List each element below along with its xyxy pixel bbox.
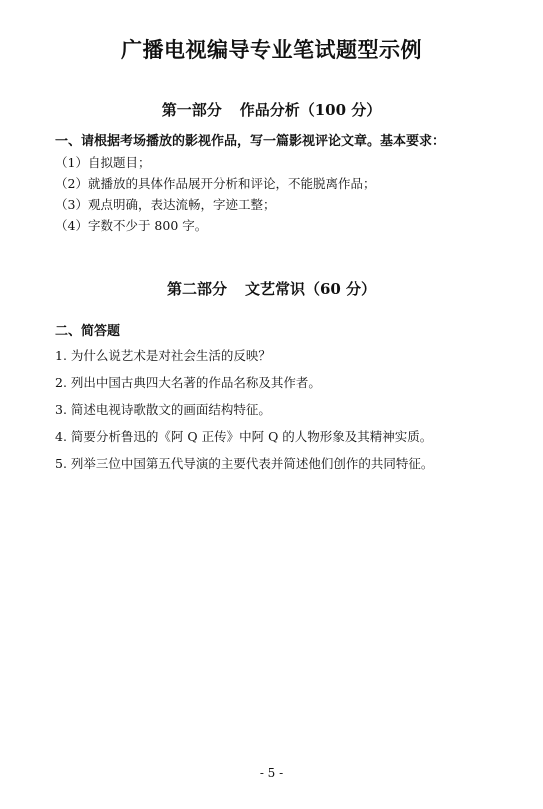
requirement-item: （3）观点明确，表达流畅，字迹工整； <box>55 197 276 212</box>
question-item: 4. 简要分析鲁迅的《阿 Q 正传》中阿 Q 的人物形象及其精神实质。 <box>55 429 433 444</box>
question-item: 2. 列出中国古典四大名著的作品名称及其作者。 <box>55 375 321 390</box>
requirement-item: （4）字数不少于 800 字。 <box>55 218 208 233</box>
part1-question-heading: 一、请根据考场播放的影视作品，写一篇影视评论文章。基本要求： <box>55 134 446 149</box>
question-item: 3. 简述电视诗歌散文的画面结构特征。 <box>55 402 271 417</box>
part1-name: 第一部分 <box>161 101 222 119</box>
part1-heading <box>0 99 543 120</box>
page-title: 广播电视编导专业笔试题型示例 <box>121 37 422 62</box>
requirement-item: （1）自拟题目； <box>55 155 151 170</box>
page-number: - 5 - <box>259 766 284 780</box>
part2-heading <box>0 278 543 299</box>
part2-topic: 文艺常识（60 分） <box>244 280 377 298</box>
question-item: 1. 为什么说艺术是对社会生活的反映？ <box>55 348 271 363</box>
part2-name: 第二部分 <box>166 280 227 298</box>
requirement-item: （2）就播放的具体作品展开分析和评论，不能脱离作品； <box>55 176 376 191</box>
question-item: 5. 列举三位中国第五代导演的主要代表并简述他们创作的共同特征。 <box>55 456 434 471</box>
part1-topic: 作品分析（100 分） <box>239 101 382 119</box>
part2-question-heading: 二、简答题 <box>55 324 121 339</box>
